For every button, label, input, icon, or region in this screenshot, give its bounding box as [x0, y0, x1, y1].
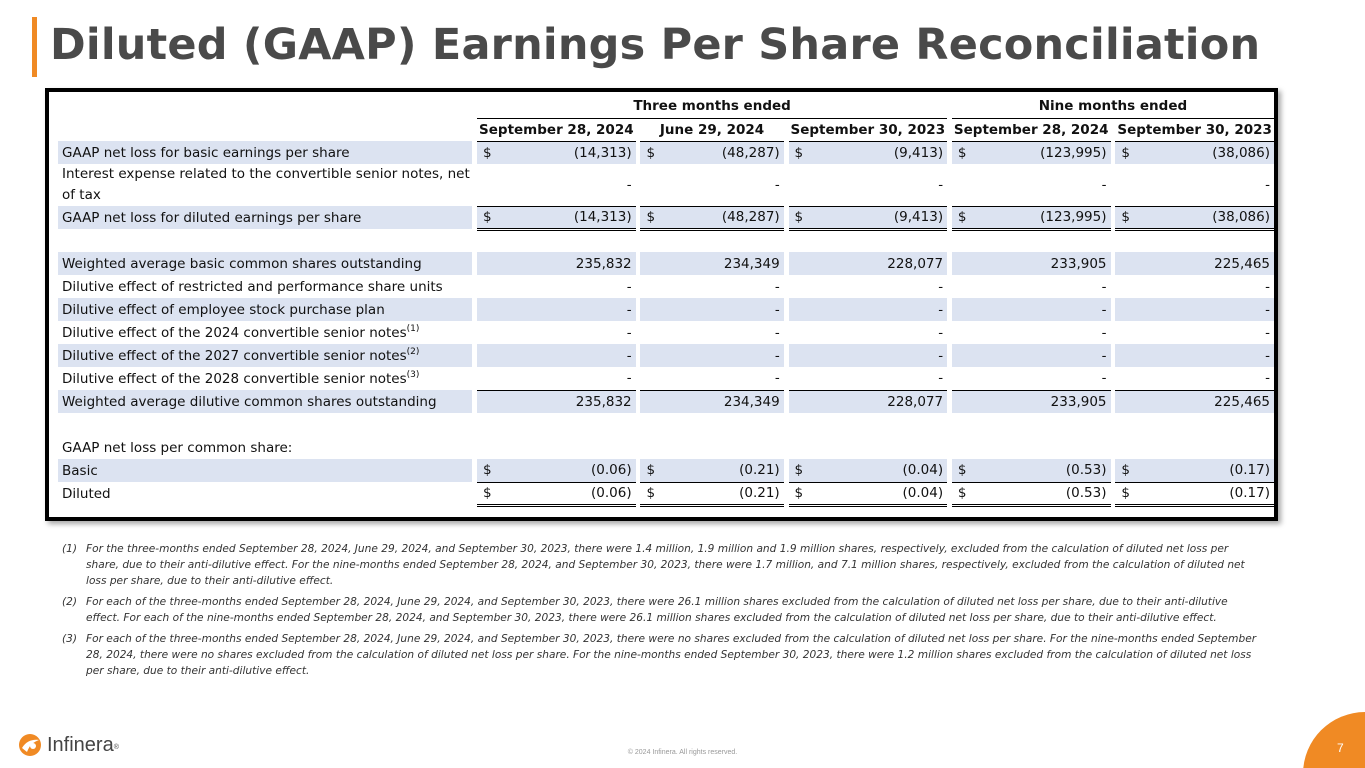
- row-label-text: Dilutive effect of restricted and performance share units: [62, 278, 443, 295]
- value-cell: (0.21): [657, 459, 784, 482]
- column-header-row: [58, 118, 1274, 141]
- spacer-cell: [58, 413, 1274, 436]
- logo-name: Infinera: [47, 733, 114, 756]
- title-accent-bar: [32, 17, 37, 77]
- value-cell: -: [806, 298, 947, 321]
- footnote-ref: (2): [406, 347, 420, 357]
- value-cell: 234,349: [657, 390, 784, 413]
- value-cell: (14,313): [495, 141, 636, 164]
- row-label: [58, 459, 472, 482]
- value-cell: (0.21): [657, 482, 784, 505]
- dollar-sign: [952, 252, 969, 275]
- dollar-sign: [477, 321, 494, 344]
- dollar-sign: [477, 344, 494, 367]
- value-cell: (0.53): [969, 482, 1111, 505]
- dollar-sign: $: [477, 482, 494, 505]
- footnote-3: [62, 631, 1262, 679]
- value-cell: -: [969, 298, 1111, 321]
- dollar-sign: [952, 164, 969, 206]
- column-header: September 30, 2023: [789, 118, 948, 141]
- dollar-sign: [789, 390, 806, 413]
- value-cell: -: [495, 344, 636, 367]
- row-label: [58, 206, 472, 229]
- value-cell: -: [1265, 278, 1270, 295]
- dollar-sign: $: [952, 459, 969, 482]
- dollar-sign: [952, 390, 969, 413]
- footnote-number: (3): [62, 633, 78, 645]
- row-label-text: GAAP net loss for diluted earnings per share: [62, 209, 362, 226]
- dollar-sign: [477, 298, 494, 321]
- table-row-interest: [58, 164, 1274, 206]
- value-cell: 228,077: [806, 390, 947, 413]
- row-label-text: Basic: [62, 462, 98, 479]
- row-label-text: Diluted: [62, 485, 111, 502]
- dollar-sign: $: [952, 482, 969, 505]
- dollar-sign: [789, 367, 806, 390]
- dollar-sign: $: [477, 459, 494, 482]
- footnote-number: (2): [62, 596, 78, 608]
- value-cell: (14,313): [495, 206, 636, 229]
- dollar-sign: [477, 164, 494, 206]
- value-cell: (0.04): [806, 459, 947, 482]
- value-cell: -: [1101, 278, 1107, 295]
- row-label-text: Dilutive effect of the 2024 convertible senior notes: [62, 325, 407, 341]
- table-row-diluted: [58, 482, 1274, 505]
- spacer-cell: [58, 229, 1274, 252]
- row-label: [58, 482, 472, 505]
- value-cell: 234,349: [657, 252, 784, 275]
- value-cell: 225,465: [1133, 252, 1274, 275]
- value-cell: (0.04): [806, 482, 947, 505]
- value-cell: -: [626, 176, 632, 193]
- table-row-per_share_header: [58, 436, 1274, 459]
- dollar-sign: [1115, 367, 1132, 390]
- dollar-sign: [1115, 164, 1132, 206]
- dollar-sign: [789, 321, 806, 344]
- table-row-basic: [58, 459, 1274, 482]
- dollar-sign: $: [789, 206, 806, 229]
- value-cell: 235,832: [495, 252, 636, 275]
- dollar-sign: [477, 275, 494, 298]
- dollar-sign: [1115, 252, 1132, 275]
- row-label-text: GAAP net loss for basic earnings per share: [62, 144, 350, 161]
- value-cell: -: [1265, 176, 1270, 193]
- reconciliation-table-frame: [45, 88, 1278, 521]
- page-number-badge: [1303, 712, 1365, 768]
- table-row-notes2024: [58, 321, 1274, 344]
- value-cell: -: [1101, 370, 1107, 387]
- dollar-sign: [640, 275, 657, 298]
- row-label: [58, 298, 472, 321]
- dollar-sign: [1115, 390, 1132, 413]
- value-cell: -: [774, 278, 780, 295]
- value-cell: -: [806, 344, 947, 367]
- dollar-sign: $: [789, 482, 806, 505]
- column-header: September 30, 2023: [1115, 118, 1274, 141]
- row-label-text: Dilutive effect of employee stock purchase plan: [62, 301, 385, 318]
- value-cell: -: [626, 324, 632, 341]
- value-cell: (38,086): [1133, 141, 1274, 164]
- row-label: [58, 390, 472, 413]
- column-header: June 29, 2024: [640, 118, 783, 141]
- value-cell: -: [774, 370, 780, 387]
- dollar-sign: $: [789, 459, 806, 482]
- dollar-sign: [640, 344, 657, 367]
- dollar-sign: [477, 367, 494, 390]
- dollar-sign: [952, 367, 969, 390]
- value-cell: 225,465: [1133, 390, 1274, 413]
- table-row-restricted: [58, 275, 1274, 298]
- row-label: [58, 252, 472, 275]
- value-cell: -: [774, 324, 780, 341]
- table-row-net_loss_diluted: [58, 206, 1274, 229]
- page-title: Diluted (GAAP) Earnings Per Share Reconciliation: [50, 20, 1261, 70]
- dollar-sign: [1115, 275, 1132, 298]
- value-cell: -: [626, 278, 632, 295]
- copyright-footer: © 2024 Infinera. All rights reserved.: [627, 749, 738, 756]
- spacer-row: [58, 229, 1274, 252]
- row-label-text: Dilutive effect of the 2028 convertible senior notes: [62, 371, 407, 387]
- row-label-text: Weighted average basic common shares outstanding: [62, 255, 422, 272]
- dollar-sign: $: [789, 141, 806, 164]
- footnote-2: [62, 594, 1262, 626]
- dollar-sign: $: [1115, 141, 1132, 164]
- header-spacer: [58, 95, 472, 118]
- dollar-sign: [477, 252, 494, 275]
- value-cell: -: [1101, 176, 1107, 193]
- footnotes: [62, 541, 1262, 684]
- row-label-text: Weighted average dilutive common shares outstanding: [62, 393, 437, 410]
- three-months-header: Three months ended: [477, 95, 947, 118]
- dollar-sign: [952, 298, 969, 321]
- value-cell: -: [1265, 370, 1270, 387]
- dollar-sign: [477, 390, 494, 413]
- value-cell: 228,077: [806, 252, 947, 275]
- row-label: [58, 367, 472, 390]
- nine-months-header: Nine months ended: [952, 95, 1274, 118]
- value-cell: -: [1133, 298, 1274, 321]
- row-label: [58, 436, 472, 459]
- page-number: 7: [1337, 741, 1344, 755]
- value-cell: -: [657, 344, 784, 367]
- value-cell: -: [938, 324, 944, 341]
- value-cell: -: [1265, 324, 1270, 341]
- dollar-sign: [952, 321, 969, 344]
- footnote-ref: (1): [406, 324, 420, 334]
- dollar-sign: $: [477, 141, 494, 164]
- table-row-notes2027: [58, 344, 1274, 367]
- value-cell: -: [774, 176, 780, 193]
- value-cell: -: [657, 298, 784, 321]
- value-cell: (123,995): [969, 141, 1111, 164]
- dollar-sign: [1115, 321, 1132, 344]
- column-header: September 28, 2024: [477, 118, 636, 141]
- table-row-net_loss_basic: [58, 141, 1274, 164]
- table-row-espp: [58, 298, 1274, 321]
- value-cell: (0.17): [1133, 482, 1274, 505]
- footnote-text: For each of the three-months ended September 28, 2024, June 29, 2024, and September 30, 2023, there were no shares excluded from the calculation of diluted net loss per share. For the nine-months ended September 28, 2024, there were no shares excluded from the calculation of diluted net loss per share. For the nine-months ended September 30, 2023, there were 1.2 million shares excluded from the calculation of diluted net loss per share, due to their anti-dilutive effect.: [86, 633, 1257, 677]
- row-label: [58, 164, 472, 206]
- value-cell: (48,287): [657, 141, 784, 164]
- value-cell: 233,905: [969, 252, 1111, 275]
- dollar-sign: $: [1115, 459, 1132, 482]
- row-label: [58, 275, 472, 298]
- value-cell: -: [969, 344, 1111, 367]
- row-label-text: Interest expense related to the convertible senior notes, net of tax: [62, 166, 470, 203]
- table-row-wa_basic: [58, 252, 1274, 275]
- spacer-row: [58, 413, 1274, 436]
- row-label-text: GAAP net loss per common share:: [62, 439, 293, 456]
- dollar-sign: [640, 164, 657, 206]
- footnote-text: For each of the three-months ended September 28, 2024, June 29, 2024, and September 30, 2023, there were 26.1 million shares excluded from the calculation of diluted net loss per share, due to their anti-dilutive effect. For each of the nine-months ended September 28, 2024, and September 30, 2023, there were 26.1 million shares excluded from the calculation of diluted net loss per share, due to their anti-dilutive effect.: [86, 596, 1228, 624]
- dollar-sign: [640, 390, 657, 413]
- dollar-sign: [789, 164, 806, 206]
- dollar-sign: [1115, 298, 1132, 321]
- dollar-sign: $: [640, 141, 657, 164]
- empty-cells: [472, 436, 1274, 459]
- header-spacer: [58, 118, 472, 141]
- dollar-sign: [789, 275, 806, 298]
- footnote-number: (1): [62, 543, 78, 555]
- dollar-sign: $: [952, 141, 969, 164]
- column-header: September 28, 2024: [952, 118, 1111, 141]
- dollar-sign: $: [952, 206, 969, 229]
- value-cell: (48,287): [657, 206, 784, 229]
- footnote-1: [62, 541, 1262, 589]
- table-row-notes2028: [58, 367, 1274, 390]
- dollar-sign: [789, 344, 806, 367]
- dollar-sign: [952, 275, 969, 298]
- reconciliation-table: [58, 95, 1274, 507]
- table-row-wa_diluted: [58, 390, 1274, 413]
- row-label: [58, 344, 472, 367]
- value-cell: -: [1133, 344, 1274, 367]
- value-cell: (0.06): [495, 459, 636, 482]
- value-cell: (38,086): [1133, 206, 1274, 229]
- group-header-row: [58, 95, 1274, 118]
- value-cell: (0.53): [969, 459, 1111, 482]
- dollar-sign: [640, 298, 657, 321]
- value-cell: 235,832: [495, 390, 636, 413]
- dollar-sign: [640, 367, 657, 390]
- footnote-text: For the three-months ended September 28, 2024, June 29, 2024, and September 30, 2023, there were 1.4 million, 1.9 million and 1.9 million shares, respectively, excluded from the calculation of diluted net loss per share, due to their anti-dilutive effect. For the nine-months ended September 28, 2024, and September 30, 2023, there were 1.7 million, and 7.1 million shares, respectively, excluded from the calculation of diluted net loss per share, due to their anti-dilutive effect.: [86, 543, 1245, 587]
- row-label: [58, 141, 472, 164]
- dollar-sign: $: [1115, 206, 1132, 229]
- value-cell: -: [495, 298, 636, 321]
- dollar-sign: $: [477, 206, 494, 229]
- dollar-sign: $: [640, 206, 657, 229]
- dollar-sign: $: [640, 482, 657, 505]
- row-label: [58, 321, 472, 344]
- value-cell: -: [1101, 324, 1107, 341]
- dollar-sign: [640, 321, 657, 344]
- value-cell: (0.17): [1133, 459, 1274, 482]
- value-cell: -: [938, 370, 944, 387]
- value-cell: (9,413): [806, 206, 947, 229]
- dollar-sign: [1115, 344, 1132, 367]
- dollar-sign: [640, 252, 657, 275]
- dollar-sign: [789, 252, 806, 275]
- footnote-ref: (3): [406, 370, 420, 380]
- dollar-sign: [952, 344, 969, 367]
- value-cell: 233,905: [969, 390, 1111, 413]
- trademark: ®: [113, 743, 119, 751]
- value-cell: (9,413): [806, 141, 947, 164]
- value-cell: -: [938, 278, 944, 295]
- dollar-sign: $: [1115, 482, 1132, 505]
- dollar-sign: $: [640, 459, 657, 482]
- value-cell: -: [938, 176, 944, 193]
- value-cell: (0.06): [495, 482, 636, 505]
- value-cell: (123,995): [969, 206, 1111, 229]
- dollar-sign: [789, 298, 806, 321]
- row-label-text: Dilutive effect of the 2027 convertible senior notes: [62, 348, 407, 364]
- value-cell: -: [626, 370, 632, 387]
